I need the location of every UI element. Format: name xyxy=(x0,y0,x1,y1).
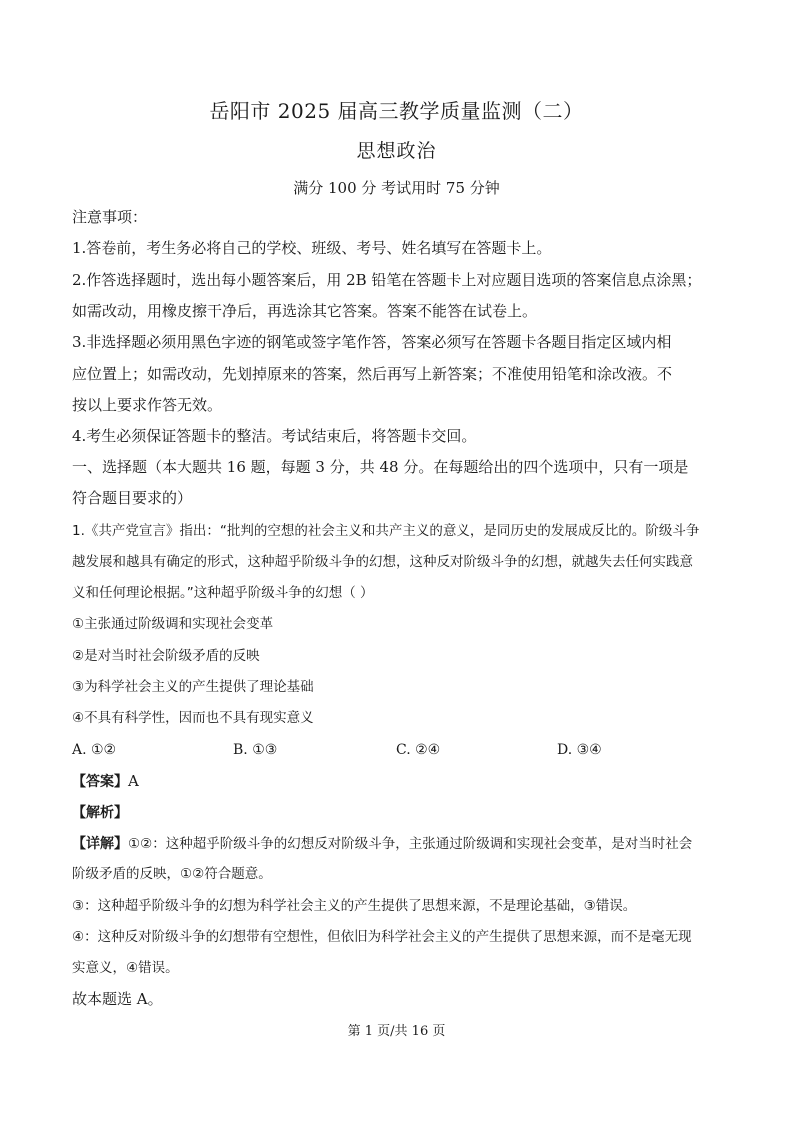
section-heading: 一、选择题（本大题共 16 题，每题 3 分，共 48 分。在每题给出的四个选项中，只有一项是 xyxy=(72,458,689,476)
notice-heading: 注意事项： xyxy=(72,208,148,226)
detail-text: ①②：这种超乎阶级斗争的幻想反对阶级斗争，主张通过阶级调和实现社会变革，是对当时社会 xyxy=(128,836,693,852)
detail-text: 实意义，④错误。 xyxy=(72,960,179,976)
option-b: B. ①③ xyxy=(233,742,278,758)
score-info: 满分 100 分 考试用时 75 分钟 xyxy=(293,179,500,197)
notice-item: 3.非选择题必须用黑色字迹的钢笔或签字笔作答，答案必须写在答题卡各题目指定区域内相 xyxy=(72,333,672,351)
conclusion-text: 故本题选 A。 xyxy=(72,990,163,1008)
notice-item: 如需改动，用橡皮擦干净后，再选涂其它答案。答案不能答在试卷上。 xyxy=(72,302,538,320)
notice-item: 1.答卷前，考生务必将自己的学校、班级、考号、姓名填写在答题卡上。 xyxy=(72,239,552,257)
answer-row xyxy=(72,771,732,792)
statement-item: ①主张通过阶级调和实现社会变革 xyxy=(72,616,274,632)
notice-item: 应位置上；如需改动，先划掉原来的答案，然后再写上新答案；不准使用铅笔和涂改液。不 xyxy=(72,365,673,383)
section-heading-cont: 符合题目要求的） xyxy=(72,489,193,507)
question-stem: 义和任何理论根据。”这种超乎阶级斗争的幻想（ ） xyxy=(72,585,374,601)
question-stem: 1.《共产党宣言》指出：“批判的空想的社会主义和共产主义的意义，是同历史的发展成反比的。阶级斗争 xyxy=(72,523,700,539)
detail-label: 【详解】 xyxy=(72,836,128,852)
detail-text: 阶级矛盾的反映，①②符合题意。 xyxy=(72,866,272,882)
statement-item: ④不具有科学性，因而也不具有现实意义 xyxy=(72,710,314,726)
exam-title: 岳阳市 2025 届高三教学质量监测（二） xyxy=(209,99,584,123)
answer-label: 【答案】 xyxy=(72,774,128,790)
subject-title: 思想政治 xyxy=(356,140,437,162)
notice-item: 4.考生必须保证答题卡的整洁。考试结束后，将答题卡交回。 xyxy=(72,427,477,445)
detail-text: ③：这种超乎阶级斗争的幻想为科学社会主义的产生提供了思想来源，不是理论基础，③错误。 xyxy=(72,898,637,914)
question-stem: 越发展和越具有确定的形式，这种超乎阶级斗争的幻想，这种反对阶级斗争的幻想，就越失去任何实践意 xyxy=(72,554,693,570)
option-a: A. ①② xyxy=(72,742,117,758)
option-d: D. ③④ xyxy=(557,742,602,758)
detail-row xyxy=(72,833,732,854)
detail-text: ④：这种反对阶级斗争的幻想带有空想性，但依旧为科学社会主义的产生提供了思想来源，而不是毫无现 xyxy=(72,929,692,945)
page-number: 第 1 页/共 16 页 xyxy=(347,1024,446,1039)
answer-value: A xyxy=(128,772,139,790)
notice-item: 2.作答选择题时，选出每小题答案后，用 2B 铅笔在答题卡上对应题目选项的答案信息点涂黑； xyxy=(72,271,702,289)
statement-item: ③为科学社会主义的产生提供了理论基础 xyxy=(72,679,314,695)
analysis-label: 【解析】 xyxy=(72,805,128,821)
option-c: C. ②④ xyxy=(396,742,441,758)
analysis-row xyxy=(72,802,732,823)
statement-item: ②是对当时社会阶级矛盾的反映 xyxy=(72,648,260,664)
notice-item: 按以上要求作答无效。 xyxy=(72,396,223,414)
